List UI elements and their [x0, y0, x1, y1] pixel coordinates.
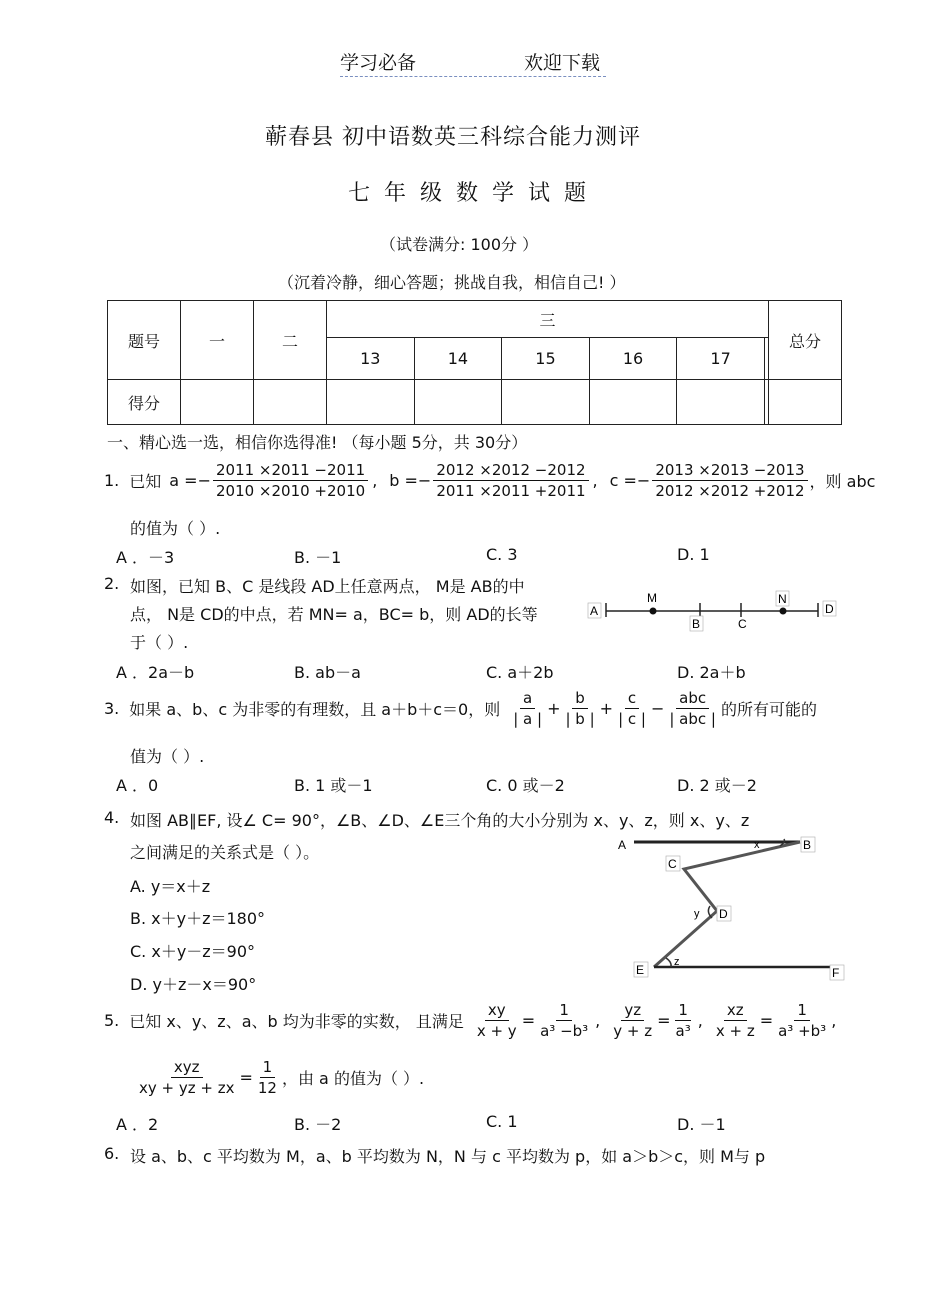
q3-fraction-c: $\frac{c}{| c |}$: [618, 689, 646, 728]
q3-line2: 值为（ ）.: [130, 747, 205, 766]
q5-option-c[interactable]: C. 1: [486, 1112, 518, 1131]
q5-fraction-rhs2: $\frac{1}{\text{a³}}$: [675, 1001, 691, 1040]
q3-option-c[interactable]: C. 0 或－2: [486, 776, 565, 795]
header-left: 学习必备: [340, 52, 417, 74]
point-label: C: [738, 617, 747, 631]
score-cell[interactable]: [589, 380, 677, 425]
q5-text: 已知 x、y、z、a、b 均为非零的实数， 且满足: [129, 1012, 464, 1031]
col-q14: 14: [414, 338, 502, 380]
point-label: D: [825, 602, 834, 616]
q5-fraction-rhs4: $\frac{1}{12}$: [257, 1058, 277, 1097]
q5-option-a[interactable]: A ．2: [116, 1115, 159, 1134]
q4-option-b[interactable]: B. x＋y＋z＝180°: [130, 909, 266, 928]
q1-b-lhs: b =−: [389, 471, 432, 490]
q3-option-d[interactable]: D. 2 或－2: [677, 776, 757, 795]
q5-fraction-xyz: $\frac{\text{xyz}}{xy + yz + zx}$: [139, 1058, 235, 1097]
score-cell[interactable]: [414, 380, 502, 425]
q2-option-d[interactable]: D. 2a＋b: [677, 663, 746, 682]
score-note: （试卷满分: 100分 ）: [380, 235, 539, 254]
q5-fraction-rhs3: $\frac{1}{\text{a³ +b³}}$: [778, 1001, 827, 1040]
q5-line2: $\frac{\text{xyz}}{xy + yz + zx}$ = $\frac{1}{12}$ ，由 a 的值为（ ）.: [134, 1057, 424, 1098]
q2-line1: 如图，已知 B、C 是线段 AD上任意两点， M是 AB的中: [130, 577, 525, 596]
q3-suffix: 的所有可能的: [720, 700, 817, 719]
col-part-2: 二: [254, 301, 327, 380]
q5-suffix: ，由 a 的值为（ ）.: [281, 1069, 425, 1088]
q4-number: 4.: [104, 808, 120, 827]
score-cell[interactable]: [327, 380, 415, 425]
question-3: 3. 如果 a、b、c 为非零的有理数，且 a＋b＋c＝0，则 $\frac{a}{| a |}$ + $\frac{b}{| b |}$ + $\frac{c}{| c |}$ − $\frac{\text{abc}}{\text{| abc |}}$ 的所有可能的: [104, 689, 817, 728]
header-right: 欢迎下载: [524, 52, 601, 74]
q3-number: 3.: [104, 699, 120, 718]
q4-parallel-figure: [614, 834, 854, 984]
motto: （沉着冷静，细心答题；挑战自我，相信自己! ）: [278, 273, 626, 292]
q3-text: 如果 a、b、c 为非零的有理数，且 a＋b＋c＝0，则: [129, 700, 501, 719]
q2-number: 2.: [104, 574, 120, 593]
angle-label: y: [694, 908, 700, 920]
q1-c-fraction: $\frac{2013 \times 2013 -2013}{2012 \times 2012 +2012}$: [652, 460, 807, 501]
score-cell[interactable]: [254, 380, 327, 425]
q1-option-a[interactable]: A ．－3: [116, 548, 175, 567]
q4-option-a[interactable]: A. y＝x＋z: [130, 877, 211, 896]
q5-number: 5.: [104, 1011, 120, 1030]
q4-line1: 如图 AB∥EF, 设∠ C= 90°，∠B、∠D、∠E三个角的大小分别为 x、y、z，则 x、y、z: [130, 811, 750, 830]
q1-option-c[interactable]: C. 3: [486, 545, 518, 564]
q5-fraction-xz: $\frac{xz}{x + z}$: [715, 1001, 755, 1040]
point-label: B: [692, 617, 701, 631]
q2-line2: 点， N是 CD的中点，若 MN= a，BC= b，则 AD的长等: [130, 605, 538, 624]
q4-option-d[interactable]: D. y＋z－x＝90°: [130, 975, 257, 994]
point-label: A: [590, 604, 599, 618]
q2-line3: 于（ ）.: [130, 633, 189, 652]
q2-segment-figure: [586, 590, 842, 636]
q4-line2: 之间满足的关系式是（ ）。: [130, 843, 320, 862]
q1-suffix: ，则 abc: [809, 472, 876, 491]
point-label: N: [778, 592, 787, 606]
q2-option-b[interactable]: B. ab－a: [294, 663, 361, 682]
col-q16: 16: [589, 338, 677, 380]
q1-number: 1.: [104, 471, 120, 490]
angle-label: x: [754, 839, 760, 851]
section-heading: 一、精心选一选，相信你选得准! （每小题 5分，共 30分）: [107, 433, 528, 452]
col-q15: 15: [502, 338, 590, 380]
q5-fraction-yz: $\frac{yz}{y + z}$: [613, 1001, 653, 1040]
q5-option-d[interactable]: D. －1: [677, 1115, 726, 1134]
point-label: E: [636, 963, 645, 977]
q6-text: 设 a、b、c 平均数为 M，a、b 平均数为 N，N 与 c 平均数为 p，如 a＞b＞c，则 M与 p: [130, 1147, 766, 1166]
col-total: 总分: [769, 301, 842, 380]
col-q17: 17: [677, 338, 765, 380]
row-label-question: 题号: [108, 301, 181, 380]
q1-b-fraction: $\frac{2012 \times 2012 -2012}{2011 \times 2011 +2011}$: [433, 460, 588, 501]
point-label: M: [647, 591, 657, 605]
q1-line2: 的值为（ ）.: [130, 519, 221, 538]
point-label: C: [668, 857, 677, 871]
q1-option-d[interactable]: D. 1: [677, 545, 710, 564]
header-divider: [340, 76, 606, 77]
score-cell[interactable]: [769, 380, 842, 425]
q1-a-lhs: a =−: [169, 471, 211, 490]
q1-option-b[interactable]: B. －1: [294, 548, 342, 567]
angle-label: z: [674, 956, 680, 968]
q6-number: 6.: [104, 1144, 120, 1163]
exam-subject-title: 七年级数学试题: [348, 181, 601, 206]
q3-option-a[interactable]: A ．0: [116, 776, 159, 795]
exam-title: 蕲春县 初中语数英三科综合能力测评: [265, 125, 641, 150]
col-part-3: 三: [327, 301, 769, 338]
score-cell[interactable]: [502, 380, 590, 425]
q3-fraction-b: $\frac{b}{| b |}$: [565, 689, 595, 728]
q1-prefix: 已知: [129, 472, 162, 491]
score-table: [107, 300, 842, 425]
q3-fraction-abc: $\frac{\text{abc}}{\text{| abc |}}$: [669, 689, 716, 728]
col-part-1: 一: [181, 301, 254, 380]
q2-option-a[interactable]: A ．2a－b: [116, 663, 195, 682]
point-label: F: [832, 966, 840, 980]
point-label: B: [803, 838, 812, 852]
col-blank: [764, 338, 768, 380]
point-label: A: [618, 838, 627, 852]
q5-fraction-rhs1: $\frac{1}{\text{a³ −b³}}$: [540, 1001, 589, 1040]
q3-option-b[interactable]: B. 1 或－1: [294, 776, 373, 795]
question-1: 1. 已知 a =− $\frac{2011 \times 2011 -2011}{2010 \times 2010 +2010}$ , b =− $\frac{2012 \times 2012 -2012}{2011 \times 2011 +2011}$ , c =− $\frac{2013 \times 2013 -2013}{2012 \times 2012 +2012}$ ，则 abc: [104, 461, 876, 500]
point-label: D: [719, 907, 728, 921]
q5-fraction-xy: $\frac{xy}{x + y}$: [476, 1001, 517, 1040]
score-cell[interactable]: [677, 380, 765, 425]
q2-option-c[interactable]: C. a＋2b: [486, 663, 554, 682]
q1-c-lhs: c =−: [609, 471, 651, 490]
row-label-score: 得分: [108, 380, 181, 425]
col-q13: 13: [327, 338, 415, 380]
q3-fraction-a: $\frac{a}{| a |}$: [513, 689, 543, 728]
question-5: 5. 已知 x、y、z、a、b 均为非零的实数， 且满足 $\frac{xy}{x + y}$ = $\frac{1}{\text{a³ −b³}}$ , $\frac{yz}{y + z}$ = $\frac{1}{\text{a³}}$ , $\frac{xz}{x + z}$ = $\frac{1}{\text{a³ +b³}}$ ,: [104, 1001, 837, 1040]
q1-a-fraction: $\frac{2011 \times 2011 -2011}{2010 \times 2010 +2010}$: [213, 460, 368, 501]
score-cell[interactable]: [181, 380, 254, 425]
q5-option-b[interactable]: B. －2: [294, 1115, 342, 1134]
q4-option-c[interactable]: C. x＋y－z＝90°: [130, 942, 256, 961]
